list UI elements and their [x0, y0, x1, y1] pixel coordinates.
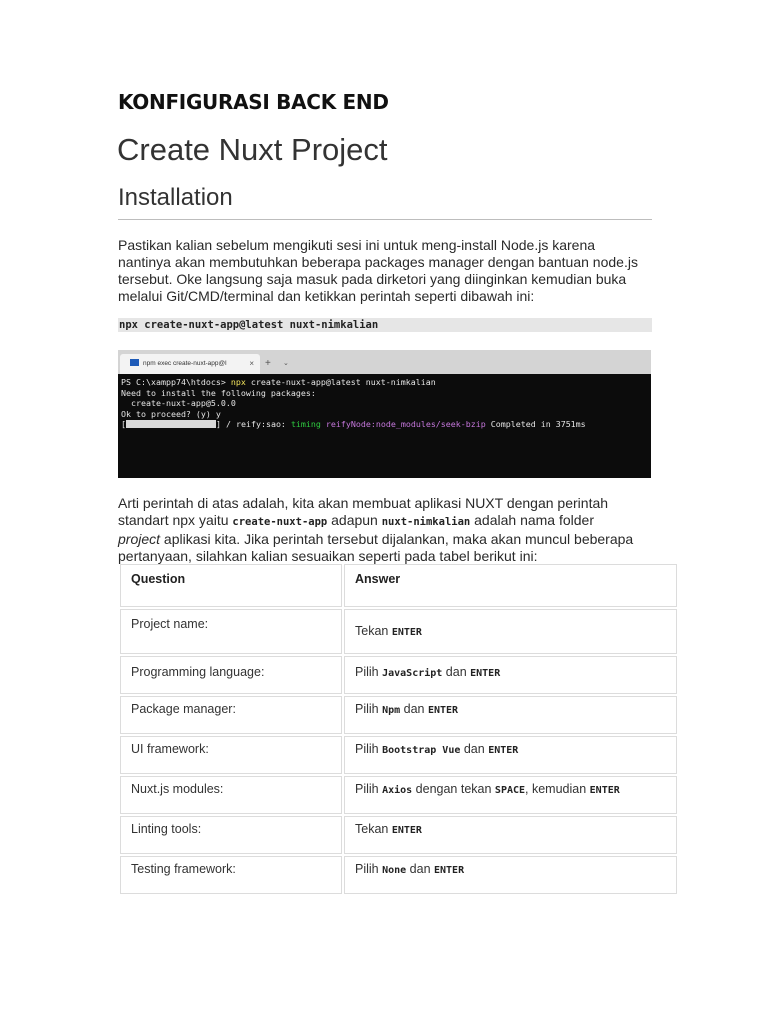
terminal-completed: Completed in 3751ms: [485, 419, 586, 429]
answer-text: , kemudian: [525, 782, 590, 796]
table-row: [120, 856, 677, 894]
table-row: [120, 816, 677, 854]
table-row: [120, 656, 677, 694]
answer-keyword: ENTER: [391, 825, 422, 836]
powershell-icon: [130, 359, 139, 366]
chevron-down-icon[interactable]: ⌄: [283, 360, 289, 367]
explanation-text-3: adalah nama folder: [470, 512, 595, 528]
table-row: [120, 736, 677, 774]
terminal-line-2: Need to install the following packages:: [121, 387, 316, 398]
answer-keyword: SPACE: [494, 785, 526, 796]
answer-text: dan: [442, 665, 471, 679]
answer-text: Pilih: [355, 862, 383, 876]
answer-keyword: None: [382, 865, 407, 876]
answer-keyword: ENTER: [434, 865, 465, 876]
answer-text: dan: [400, 702, 428, 716]
answer-keyword: Npm: [382, 705, 401, 716]
answer-text: dan: [460, 742, 489, 756]
emphasis-project: project: [118, 531, 161, 547]
answer-keyword: ENTER: [391, 627, 422, 638]
answer-keyword: JavaScript: [382, 668, 443, 679]
answer-keyword: Bootstrap Vue: [382, 745, 461, 756]
section-heading-installation: Installation: [118, 184, 233, 211]
terminal-tab-bar: [118, 350, 651, 374]
question-cell: Linting tools:: [131, 822, 202, 836]
answer-keyword: ENTER: [589, 785, 620, 796]
terminal-tab-label: npm exec create-nuxt-app@l: [143, 360, 227, 367]
question-cell: Package manager:: [131, 702, 236, 716]
question-answer-table: [118, 562, 679, 896]
answer-text: Pilih: [355, 742, 383, 756]
inline-code-create-nuxt-app: create-nuxt-app: [232, 516, 328, 528]
terminal-command: create-nuxt-app@latest nuxt-nimkalian: [245, 377, 436, 387]
main-heading: KONFIGURASI BACK END: [118, 90, 389, 114]
command-code-block: npx create-nuxt-app@latest nuxt-nimkalian: [118, 318, 652, 332]
answer-text: Pilih: [355, 782, 383, 796]
answer-text: Tekan: [355, 822, 392, 836]
new-tab-icon[interactable]: +: [265, 358, 271, 369]
intro-paragraph: Pastikan kalian sebelum mengikuti sesi ini untuk meng-install Node.js karena nantinya akan membutuhkan beberapa packages manager dengan bantuan node.js tersebut. Oke langsung saja masuk pada dirketori yang diinginkan kemudian buka melalui Git/CMD/terminal dan ketikkan perintah seperti dibawah ini:: [118, 237, 638, 304]
table-row: [120, 609, 677, 654]
terminal-npx: npx: [230, 377, 246, 387]
answer-text: Tekan: [355, 624, 392, 638]
terminal-line-4: Ok to proceed? (y) y: [121, 408, 221, 419]
answer-keyword: ENTER: [427, 705, 459, 716]
table-row: [120, 776, 677, 814]
answer-text: dan: [406, 862, 434, 876]
terminal-path: reifyNode:node_modules/seek-bzip: [320, 419, 486, 429]
terminal-screenshot: [118, 350, 651, 478]
terminal-output: [118, 374, 651, 430]
terminal-line-3: create-nuxt-app@5.0.0: [121, 398, 236, 408]
page-title: Create Nuxt Project: [117, 132, 388, 167]
progress-bar: [126, 420, 216, 428]
answer-keyword: ENTER: [470, 668, 501, 679]
table-row: [120, 696, 677, 734]
answer-keyword: ENTER: [488, 745, 519, 756]
table-header-row: [120, 564, 677, 607]
question-cell: Testing framework:: [131, 862, 236, 876]
close-icon[interactable]: ×: [249, 359, 254, 368]
answer-text: Pilih: [355, 702, 383, 716]
explanation-text-2: adapun: [327, 512, 382, 528]
header-question: Question: [131, 572, 186, 586]
terminal-timing: timing: [290, 419, 321, 429]
answer-keyword: Axios: [382, 785, 413, 796]
terminal-reify: ] / reify:sao:: [216, 419, 291, 429]
answer-text: dengan tekan: [412, 782, 495, 796]
explanation-text-4: aplikasi kita. Jika perintah tersebut dijalankan, maka akan muncul beberapa pertanyaan, silahkan kalian sesuaikan seperti pada tabel berikut ini:: [118, 531, 634, 564]
question-cell: Nuxt.js modules:: [131, 782, 224, 796]
terminal-bracket-open: [: [121, 419, 126, 429]
explanation-text-1: Arti perintah di atas adalah, kita akan membuat aplikasi NUXT dengan perintah standart npx yaitu: [118, 495, 609, 528]
answer-text: Pilih: [355, 665, 383, 679]
inline-code-folder-name: nuxt-nimkalian: [381, 516, 471, 528]
header-answer: Answer: [355, 572, 401, 586]
explanation-paragraph: [118, 495, 638, 565]
terminal-prompt: PS C:\xampp74\htdocs>: [121, 377, 231, 387]
terminal-tab[interactable]: [120, 354, 260, 374]
question-cell: Project name:: [131, 617, 209, 631]
question-cell: UI framework:: [131, 742, 209, 756]
question-cell: Programming language:: [131, 665, 265, 679]
heading-divider: [118, 219, 652, 220]
